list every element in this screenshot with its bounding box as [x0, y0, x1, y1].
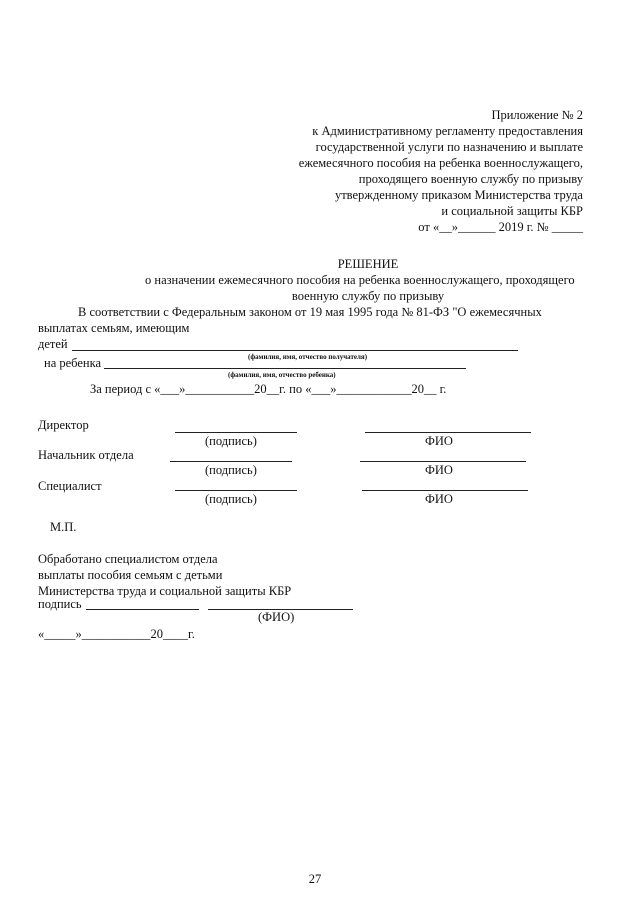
child-caption: (фамилия, имя, отчество ребенка) [228, 371, 336, 379]
child-name-line[interactable] [104, 368, 466, 369]
head-label: Начальник отдела [38, 448, 134, 462]
page-number: 27 [308, 872, 322, 886]
director-fio-caption: ФИО [425, 434, 453, 448]
specialist-fio-line[interactable] [362, 490, 528, 491]
law-reference-1: В соответствии с Федеральным законом от 19 мая 1995 года № 81-ФЗ "О ежемесячных [78, 305, 542, 319]
appendix-date-line: от «__»______ 2019 г. № _____ [418, 220, 583, 234]
specialist-label: Специалист [38, 479, 102, 493]
processed-sign-label: подпись [38, 597, 82, 611]
appendix-line-5: проходящего военную службу по призыву [358, 172, 583, 186]
processed-date: «_____»___________20____г. [38, 627, 195, 641]
recipient-caption: (фамилия, имя, отчество получателя) [248, 353, 368, 361]
appendix-line-3: государственной услуги по назначению и выплате [315, 140, 583, 154]
appendix-line-1: Приложение № 2 [491, 108, 583, 122]
stamp-label: М.П. [50, 520, 77, 534]
specialist-fio-caption: ФИО [425, 492, 453, 506]
head-fio-line[interactable] [360, 461, 526, 462]
processed-fio-caption: (ФИО) [258, 610, 295, 624]
director-label: Директор [38, 418, 89, 432]
appendix-line-7: и социальной защиты КБР [441, 204, 583, 218]
director-sign-line[interactable] [175, 432, 297, 433]
specialist-sign-line[interactable] [175, 490, 297, 491]
specialist-sign-caption: (подпись) [205, 492, 257, 506]
child-label: на ребенка [44, 356, 102, 370]
appendix-line-2: к Административному регламенту предоставления [312, 124, 583, 138]
processed-line-2: выплаты пособия семьям с детьми [38, 568, 223, 582]
head-sign-caption: (подпись) [205, 463, 257, 477]
document-subtitle-1: о назначении ежемесячного пособия на ребенка военнослужащего, проходящего [145, 273, 575, 287]
recipient-name-line[interactable] [72, 350, 518, 351]
children-label: детей [38, 337, 68, 351]
appendix-line-4: ежемесячного пособия на ребенка военнослужащего, [298, 156, 583, 170]
head-sign-line[interactable] [170, 461, 292, 462]
document-title: РЕШЕНИЕ [337, 257, 399, 271]
appendix-line-6: утвержденному приказом Министерства труда [334, 188, 583, 202]
processed-sign-line[interactable] [86, 609, 199, 610]
director-fio-line[interactable] [365, 432, 531, 433]
document-subtitle-2: военную службу по призыву [291, 289, 445, 303]
head-fio-caption: ФИО [425, 463, 453, 477]
director-sign-caption: (подпись) [205, 434, 257, 448]
processed-line-3: Министерства труда и социальной защиты КБР [38, 584, 292, 598]
period-line: За период с «___»___________20__г. по «___»____________20__ г. [90, 382, 447, 396]
processed-line-1: Обработано специалистом отдела [38, 552, 218, 566]
law-reference-2: выплатах семьям, имеющим [38, 321, 190, 335]
